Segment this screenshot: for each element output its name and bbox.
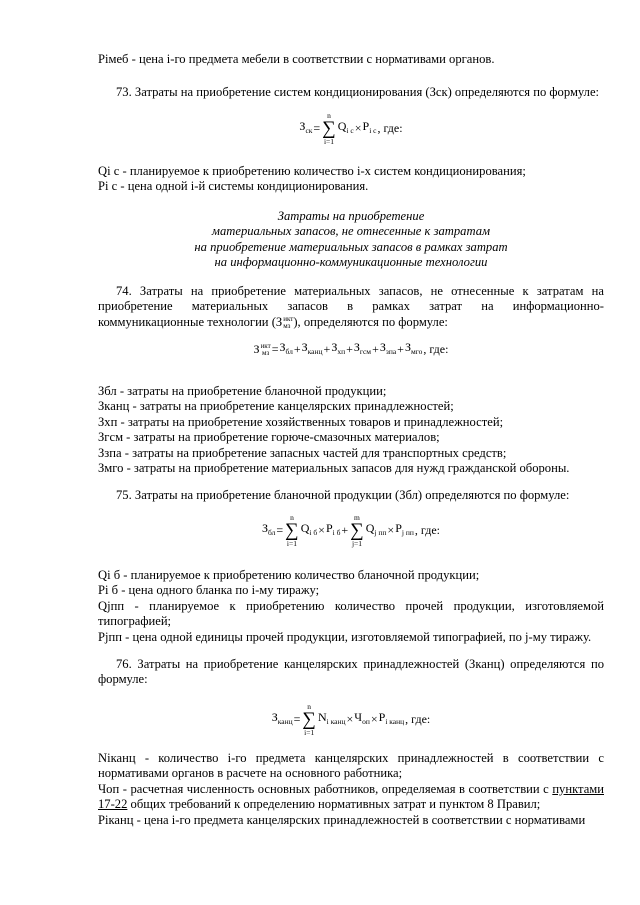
- definition-item: Pjпп - цена одной единицы прочей продукции, изготовляемой типографией, по j-му тиражу.: [98, 629, 592, 644]
- paragraph-76: 76. Затраты на приобретение канцелярских принадлежностей (Зканц) определяются по формуле:: [98, 657, 604, 687]
- formula-74: З икт мз = $З_{бл}$ + $З_{канц}$ + $З_{хп}$ + $З_{гсм}$ + $З_{зпа}$ + $З_{мго}$ , где:: [253, 340, 449, 358]
- paragraph-75: 75. Затраты на приобретение бланочной продукции (Збл) определяются по формуле:: [116, 488, 570, 502]
- definition-item: Змго - затраты на приобретение материальных запасов для нужд гражданской обороны.: [98, 461, 570, 476]
- paragraph-74: 74. Затраты на приобретение материальных запасов, не отнесенные к затратам на приобретение материальных запасов в рамках затрат на информационно- коммуникационные технологии (З икт мз ), определяются по формуле:: [98, 284, 604, 330]
- definition-list-74: [98, 384, 604, 476]
- paragraph-73: 73. Затраты на приобретение систем кондиционирования (Зск) определяются по формуле:: [116, 85, 600, 99]
- sum-symbol: m ∑ j=1: [350, 513, 364, 548]
- formula-73-lhs: $З_{ск}$: [299, 119, 313, 136]
- definition-item: Pi б - цена одного бланка по i-му тиражу;: [98, 583, 320, 598]
- definition-item: Qi б - планируемое к приобретению количество бланочной продукции;: [98, 568, 480, 582]
- definition-item: Pi с - цена одной i-й системы кондиционирования.: [98, 179, 369, 194]
- definition-item: Qjпп - планируемое к приобретению количество прочей продукции, изготовляемой типографией;: [98, 598, 604, 629]
- definition-item: Збл - затраты на приобретение бланочной продукции;: [98, 384, 387, 398]
- definition-list-75: [98, 568, 604, 645]
- definition-item: Зканц - затраты на приобретение канцелярских принадлежностей;: [98, 399, 454, 414]
- definition-item: Qi с - планируемое к приобретению количество i-х систем кондиционирования;: [98, 164, 526, 178]
- definition-item: Ззпа - затраты на приобретение запасных частей для транспортных средств;: [98, 445, 507, 460]
- definition-item: Чоп - расчетная численность основных работников, определяемая в соответствии с пунктами 17-22 общих требований к определению нормативных затрат и пунктом 8 Правил;: [98, 781, 604, 812]
- sum-symbol: n ∑ i=1: [322, 111, 336, 146]
- sum-symbol: n ∑ i=1: [302, 702, 316, 737]
- formula-75: $З_{бл}$ = n ∑ i=1 $Q_{i б}$ × $P_{i б}$ + m ∑ j=1 $Q_{j пп}$ × $P_{j пп}$ , где:: [262, 513, 440, 548]
- definition-list-76: [98, 751, 604, 828]
- section-heading: Затраты на приобретение материальных запасов, не отнесенные к затратам на приобретение материальных запасов в рамках затрат на информационно-коммуникационные технологии: [194, 209, 508, 270]
- definition-item: Piканц - цена i-го предмета канцелярских принадлежностей в соответствии с нормативами: [98, 812, 586, 827]
- formula-76: $З_{канц}$ = n ∑ i=1 $N_{i канц}$ × $Ч_{оп}$ × $P_{i канц}$ , где:: [271, 702, 431, 737]
- definition-item: Зхп - затраты на приобретение хозяйственных товаров и принадлежностей;: [98, 414, 504, 429]
- definition-item: Згсм - затраты на приобретение горюче-смазочных материалов;: [98, 430, 440, 445]
- sum-symbol: n ∑ i=1: [285, 513, 299, 548]
- reference-link-17-22[interactable]: пунктами 17-22: [98, 781, 604, 812]
- formula-74-lhs: З икт мз: [253, 342, 271, 358]
- definition-list-73: [98, 164, 604, 195]
- definition-item: Niканц - количество i-го предмета канцелярских принадлежностей в соответствии с нормативами органов в расчете на основного работника;: [98, 751, 604, 781]
- intro-line: Piмеб - цена i-го предмета мебели в соответствии с нормативами органов.: [98, 52, 495, 66]
- formula-73: $З_{ск}$ = n ∑ i=1 $Q_{i с}$ × $P_{i с}$ , где:: [299, 111, 403, 146]
